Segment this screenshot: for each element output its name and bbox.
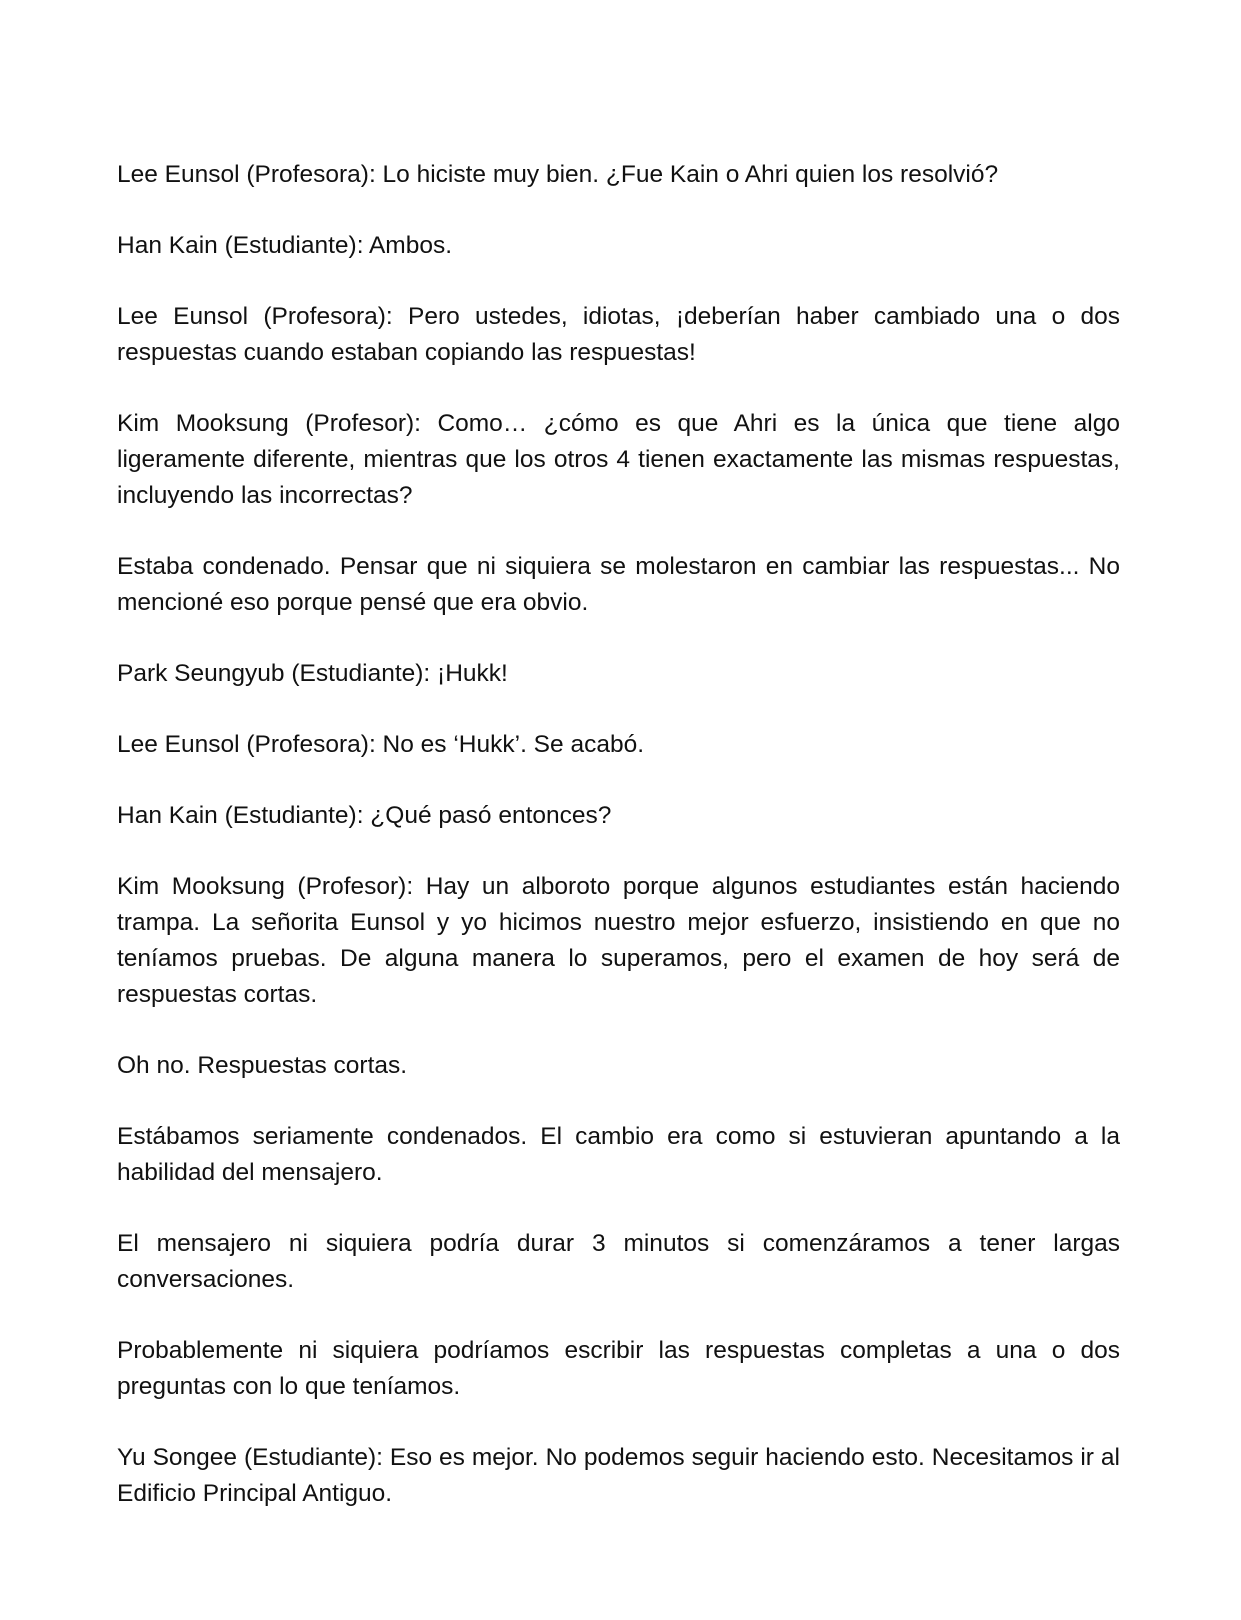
paragraph-8: Han Kain (Estudiante): ¿Qué pasó entonces?	[117, 802, 612, 829]
paragraph-7: Lee Eunsol (Profesora): No es ‘Hukk’. Se acabó.	[117, 731, 645, 758]
paragraph-5: Estaba condenado. Pensar que ni siquiera se molestaron en cambiar las respuestas... No mencioné eso porque pensé que era obvio.	[117, 553, 1120, 616]
paragraph-10: Oh no. Respuestas cortas.	[117, 1052, 408, 1079]
paragraph-12: El mensajero ni siquiera podría durar 3 minutos si comenzáramos a tener largas conversaciones.	[117, 1230, 1120, 1293]
paragraph-6: Park Seungyub (Estudiante): ¡Hukk!	[117, 660, 508, 687]
paragraph-14: Yu Songee (Estudiante): Eso es mejor. No podemos seguir haciendo esto. Necesitamos ir al Edificio Principal Antiguo.	[117, 1444, 1120, 1507]
paragraph-4: Kim Mooksung (Profesor): Como… ¿cómo es que Ahri es la única que tiene algo ligeramente diferente, mientras que los otros 4 tienen exactamente las mismas respuestas, incluyendo las incorrectas?	[117, 410, 1120, 509]
paragraph-3: Lee Eunsol (Profesora): Pero ustedes, idiotas, ¡deberían haber cambiado una o dos respuestas cuando estaban copiando las respuestas!	[117, 303, 1120, 366]
document-body	[117, 157, 1120, 1547]
paragraph-9: Kim Mooksung (Profesor): Hay un alboroto porque algunos estudiantes están haciendo trampa. La señorita Eunsol y yo hicimos nuestro mejor esfuerzo, insistiendo en que no teníamos pruebas. De alguna manera lo superamos, pero el examen de hoy será de respuestas cortas.	[117, 873, 1120, 1008]
paragraph-2: Han Kain (Estudiante): Ambos.	[117, 232, 453, 259]
paragraph-13: Probablemente ni siquiera podríamos escribir las respuestas completas a una o dos preguntas con lo que teníamos.	[117, 1337, 1120, 1400]
paragraph-11: Estábamos seriamente condenados. El cambio era como si estuvieran apuntando a la habilidad del mensajero.	[117, 1123, 1120, 1186]
paragraph-1: Lee Eunsol (Profesora): Lo hiciste muy bien. ¿Fue Kain o Ahri quien los resolvió?	[117, 161, 999, 188]
